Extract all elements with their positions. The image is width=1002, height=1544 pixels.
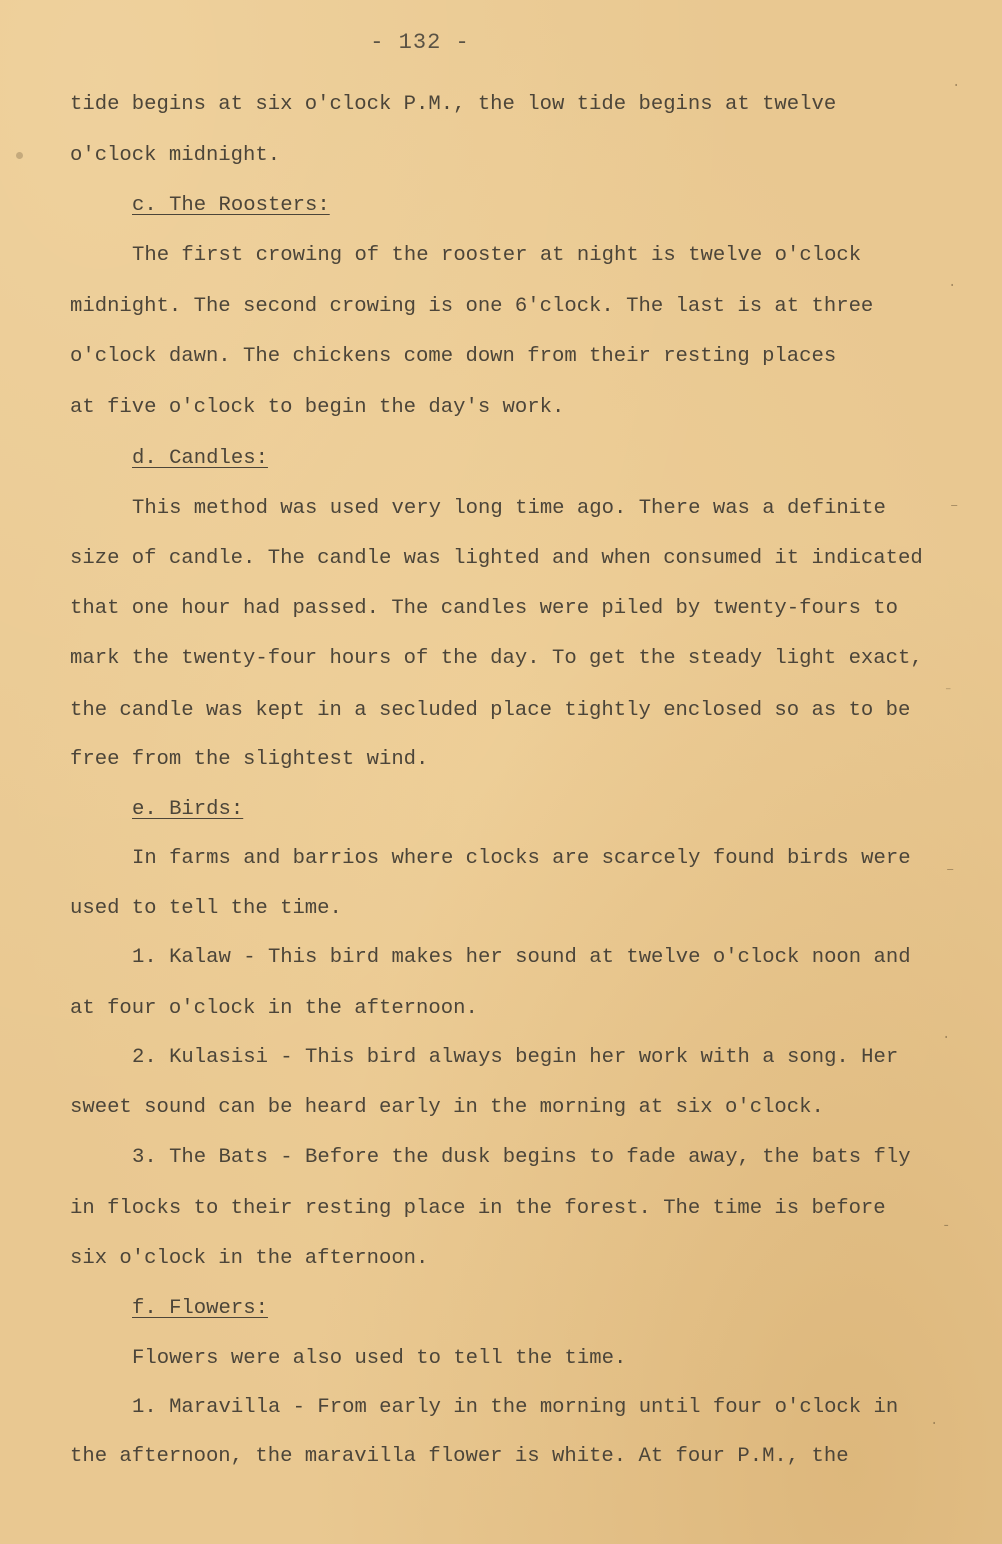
- text-line: midnight. The second crowing is one 6'clock. The last is at three: [70, 295, 874, 318]
- text-line: sweet sound can be heard early in the morning at six o'clock.: [70, 1096, 824, 1119]
- text-line: In farms and barrios where clocks are scarcely found birds were: [132, 847, 911, 870]
- paper-speck: –: [950, 498, 959, 514]
- text-line: free from the slightest wind.: [70, 748, 429, 771]
- text-line: o'clock dawn. The chickens come down from their resting places: [70, 345, 837, 368]
- text-line: six o'clock in the afternoon.: [70, 1247, 429, 1270]
- text-line: size of candle. The candle was lighted and when consumed it indicated: [70, 547, 923, 570]
- text-line: that one hour had passed. The candles were piled by twenty-fours to: [70, 597, 899, 620]
- text-line: mark the twenty-four hours of the day. To get the steady light exact,: [70, 647, 923, 670]
- text-line: the afternoon, the maravilla flower is white. At four P.M., the: [70, 1445, 849, 1468]
- text-line: 1. Kalaw - This bird makes her sound at twelve o'clock noon and: [132, 946, 911, 969]
- text-line: The first crowing of the rooster at night is twelve o'clock: [132, 244, 862, 267]
- paper-speck: ⁻: [944, 685, 953, 701]
- paper-speck: ·: [952, 78, 961, 94]
- paper-speck: ·: [948, 278, 957, 294]
- paper-speck: ·: [930, 1416, 939, 1432]
- text-line: This method was used very long time ago. There was a definite: [132, 497, 886, 520]
- text-line: at four o'clock in the afternoon.: [70, 997, 478, 1020]
- section-heading-flowers: f. Flowers:: [132, 1297, 268, 1320]
- section-heading-candles: d. Candles:: [132, 447, 268, 470]
- text-line: 1. Maravilla - From early in the morning until four o'clock in: [132, 1396, 899, 1419]
- page-number: - 132 -: [370, 30, 470, 55]
- section-heading-roosters: c. The Roosters:: [132, 194, 330, 217]
- paper-speck: -: [942, 1218, 951, 1234]
- ink-smudge: [16, 152, 23, 159]
- paper-speck: –: [946, 862, 955, 878]
- text-line: the candle was kept in a secluded place tightly enclosed so as to be: [70, 699, 911, 722]
- text-line: 2. Kulasisi - This bird always begin her work with a song. Her: [132, 1046, 899, 1069]
- text-line: in flocks to their resting place in the forest. The time is before: [70, 1197, 886, 1220]
- text-line: Flowers were also used to tell the time.: [132, 1347, 627, 1370]
- text-line: tide begins at six o'clock P.M., the low tide begins at twelve: [70, 93, 837, 116]
- text-line: o'clock midnight.: [70, 144, 281, 167]
- text-line: 3. The Bats - Before the dusk begins to fade away, the bats fly: [132, 1146, 911, 1169]
- text-line: used to tell the time.: [70, 897, 342, 920]
- paper-speck: ·: [942, 1030, 951, 1046]
- text-line: at five o'clock to begin the day's work.: [70, 396, 565, 419]
- section-heading-birds: e. Birds:: [132, 798, 244, 821]
